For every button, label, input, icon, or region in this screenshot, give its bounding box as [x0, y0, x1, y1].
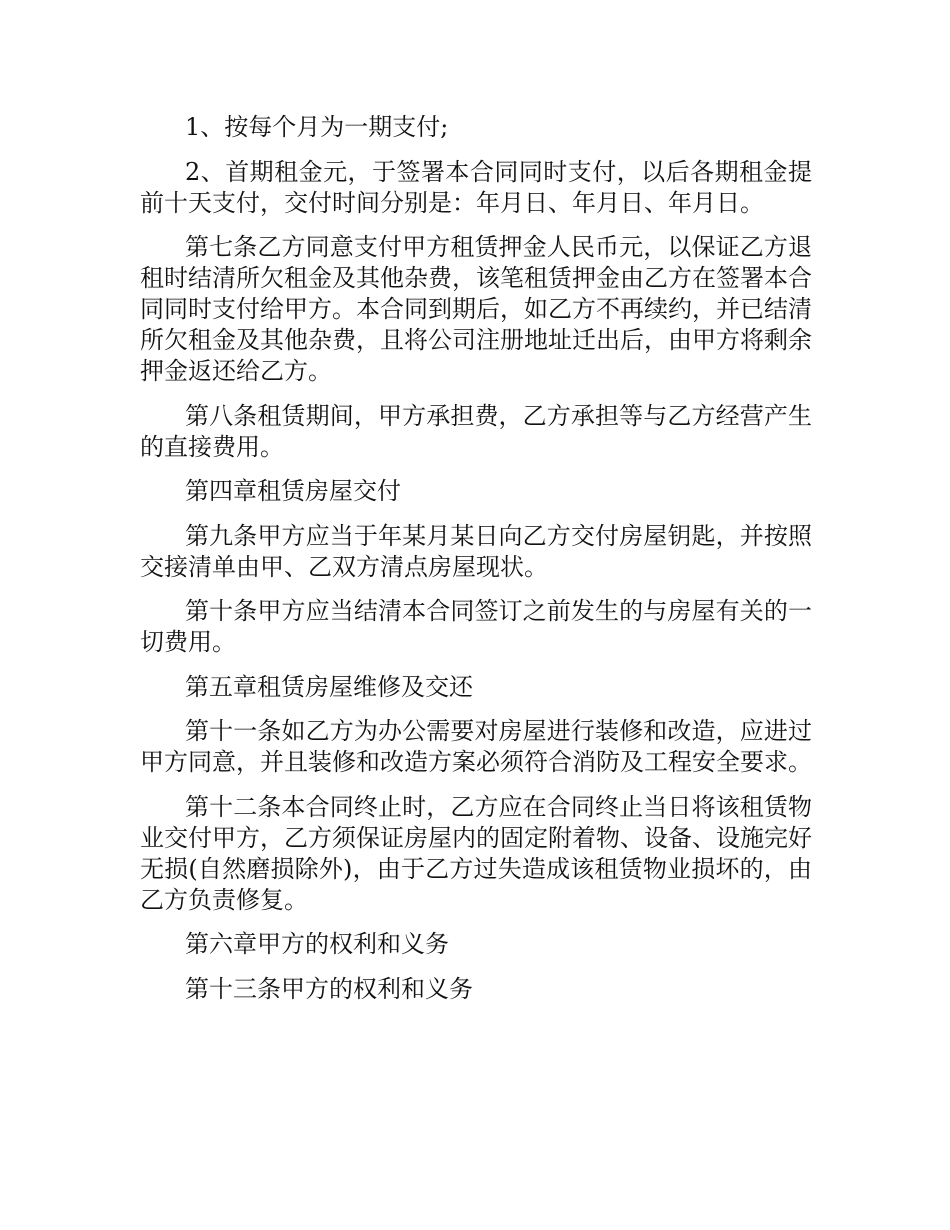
chapter-4-heading: 第四章租赁房屋交付 — [185, 477, 401, 505]
chapter-6-heading: 第六章甲方的权利和义务 — [185, 930, 449, 958]
article-7: 第七条乙方同意支付甲方租赁押金人民币元，以保证乙方退租时结清所欠租金及其他杂费，该笔租赁押金由乙方在签署本合同同时支付给甲方。本合同到期后，如乙方不再续约，并已结清所欠租金及其他杂费，且将公司注册地址迁出后，由甲方将剩余押金返还给乙方。 — [140, 233, 812, 385]
article-9: 第九条甲方应当于年某月某日向乙方交付房屋钥匙，并按照交接清单由甲、乙双方清点房屋现状。 — [140, 521, 812, 581]
article-8: 第八条租赁期间，甲方承担费，乙方承担等与乙方经营产生的直接费用。 — [140, 401, 812, 461]
document-page — [140, 112, 812, 1018]
article-10: 第十条甲方应当结清本合同签订之前发生的与房屋有关的一切费用。 — [140, 597, 812, 656]
article-12: 第十二条本合同终止时，乙方应在合同终止当日将该租赁物业交付甲方，乙方须保证房屋内的固定附着物、设备、设施完好无损(自然磨损除外)，由于乙方过失造成该租赁物业损坏的，由乙方负责修复。 — [140, 792, 812, 914]
payment-item-1: 1、按每个月为一期支付; — [185, 113, 449, 141]
chapter-5-heading: 第五章租赁房屋维修及交还 — [185, 672, 473, 701]
article-11: 第十一条如乙方为办公需要对房屋进行装修和改造，应进过甲方同意，并且装修和改造方案必须符合消防及工程安全要求。 — [140, 717, 812, 776]
article-13: 第十三条甲方的权利和义务 — [185, 974, 473, 1003]
payment-item-2: 2、首期租金元，于签署本合同同时支付，以后各期租金提前十天支付，交付时间分别是：年月日、年月日、年月日。 — [140, 157, 812, 217]
